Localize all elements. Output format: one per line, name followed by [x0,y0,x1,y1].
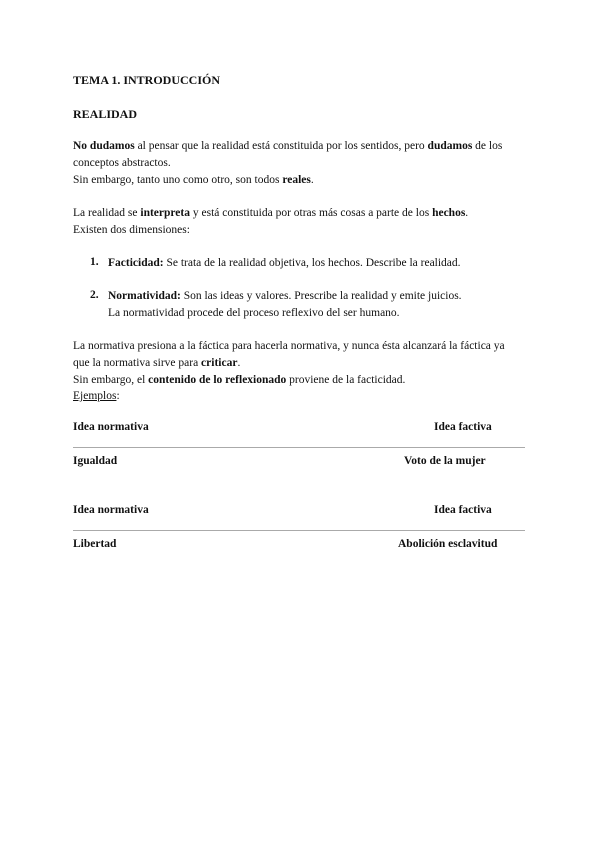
table-1-head-right: Idea factiva [434,421,492,433]
text: La realidad se [73,207,141,219]
list-item-facticidad [108,255,461,271]
text: . [465,207,469,219]
paragraph-3-line-3 [73,372,405,388]
text: proviene de la facticidad. [286,374,406,386]
list-number: 2. [90,289,99,301]
text: que la normativa sirve para [73,357,202,369]
table-1-value-right: Voto de la mujer [404,455,486,467]
table-2-value-left: Libertad [73,538,117,550]
section-heading: REALIDAD [73,107,138,121]
bold-text: reales [282,174,311,186]
list-text: Son las ideas y valores. Prescribe la realidad y emite juicios. [180,290,462,302]
paragraph-1-line-1 [73,138,502,154]
paragraph-1-line-3 [73,172,314,188]
text: al pensar que la realidad está constituida por los sentidos, pero [134,140,428,152]
list-term: Facticidad: [108,257,164,269]
list-term: Normatividad: [108,290,181,302]
divider [73,447,525,448]
table-1-value-left: Igualdad [73,455,118,467]
paragraph-3-line-1: La normativa presiona a la fáctica para hacerla normativa, y nunca ésta alcanzará la fáctica ya [73,340,505,352]
bold-text: hechos [432,207,466,219]
table-2-value-right: Abolición esclavitud [398,538,498,550]
bold-text: criticar [201,357,238,369]
list-item-normatividad [108,288,462,304]
document-title: TEMA 1. INTRODUCCIÓN [73,73,221,87]
table-2-head-right: Idea factiva [434,504,492,516]
bold-text: No dudamos [73,140,135,152]
bold-text: dudamos [427,140,473,152]
text: Sin embargo, el [73,374,149,386]
text: Sin embargo, tanto uno como otro, son todos [73,174,283,186]
table-2-head-left: Idea normativa [73,504,149,516]
paragraph-3-line-2 [73,355,240,371]
text: . [310,174,314,186]
table-1-head-left: Idea normativa [73,421,149,433]
list-text: Se trata de la realidad objetiva, los hechos. Describe la realidad. [163,257,461,269]
paragraph-2-line-1 [73,205,468,221]
paragraph-2-line-2: Existen dos dimensiones: [73,224,190,236]
list-number: 1. [90,256,99,268]
examples-label [73,388,120,404]
text: : [116,390,120,402]
bold-text: contenido de lo reflexionado [148,374,287,386]
text: y está constituida por otras más cosas a parte de los [189,207,433,219]
text: de los [472,140,503,152]
underlined-text: Ejemplos [73,390,117,402]
bold-text: interpreta [140,207,190,219]
divider [73,530,525,531]
list-item-normatividad-line-2: La normatividad procede del proceso reflexivo del ser humano. [108,307,400,319]
paragraph-1-line-2: conceptos abstractos. [73,157,171,169]
text: . [237,357,241,369]
